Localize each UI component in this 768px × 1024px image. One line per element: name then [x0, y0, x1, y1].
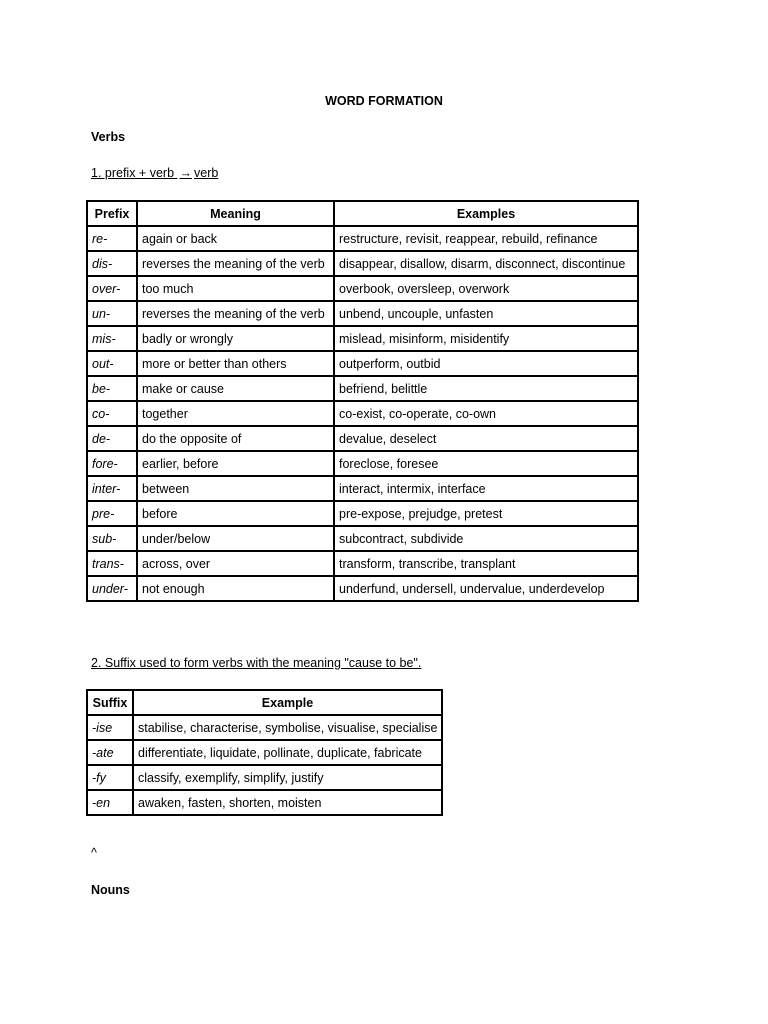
meaning-cell: make or cause: [137, 376, 334, 401]
examples-cell: interact, intermix, interface: [334, 476, 638, 501]
header-suffix: Suffix: [87, 690, 133, 715]
meaning-cell: do the opposite of: [137, 426, 334, 451]
table-row: [87, 276, 638, 301]
table-row: [87, 715, 442, 740]
meaning-cell: badly or wrongly: [137, 326, 334, 351]
affix-cell: out-: [87, 351, 137, 376]
table-row: [87, 251, 638, 276]
examples-cell: foreclose, foresee: [334, 451, 638, 476]
examples-cell: unbend, uncouple, unfasten: [334, 301, 638, 326]
meaning-cell: reverses the meaning of the verb: [137, 251, 334, 276]
suffix-table: [86, 689, 443, 816]
table-row: [87, 326, 638, 351]
examples-cell: co-exist, co-operate, co-own: [334, 401, 638, 426]
subsection-label-left: 1. prefix + verb: [91, 166, 178, 180]
examples-cell: classify, exemplify, simplify, justify: [133, 765, 442, 790]
meaning-cell: not enough: [137, 576, 334, 601]
table-row: [87, 765, 442, 790]
header-prefix: Prefix: [87, 201, 137, 226]
table-row: [87, 376, 638, 401]
table-row: [87, 501, 638, 526]
affix-cell: dis-: [87, 251, 137, 276]
section-heading-nouns: Nouns: [91, 883, 130, 897]
meaning-cell: again or back: [137, 226, 334, 251]
table-row: [87, 576, 638, 601]
prefix-table: [86, 200, 639, 602]
meaning-cell: too much: [137, 276, 334, 301]
document-title: WORD FORMATION: [325, 94, 443, 108]
header-example: Example: [133, 690, 442, 715]
examples-cell: devalue, deselect: [334, 426, 638, 451]
examples-cell: disappear, disallow, disarm, disconnect, discontinue: [334, 251, 638, 276]
affix-cell: -ate: [87, 740, 133, 765]
examples-cell: overbook, oversleep, overwork: [334, 276, 638, 301]
meaning-cell: earlier, before: [137, 451, 334, 476]
meaning-cell: reverses the meaning of the verb: [137, 301, 334, 326]
affix-cell: be-: [87, 376, 137, 401]
affix-cell: un-: [87, 301, 137, 326]
table-row: [87, 740, 442, 765]
table-row: [87, 301, 638, 326]
affix-cell: mis-: [87, 326, 137, 351]
table-row: [87, 401, 638, 426]
examples-cell: transform, transcribe, transplant: [334, 551, 638, 576]
examples-cell: outperform, outbid: [334, 351, 638, 376]
table-row: [87, 476, 638, 501]
examples-cell: underfund, undersell, undervalue, underdevelop: [334, 576, 638, 601]
table-row: [87, 426, 638, 451]
examples-cell: differentiate, liquidate, pollinate, duplicate, fabricate: [133, 740, 442, 765]
examples-cell: mislead, misinform, misidentify: [334, 326, 638, 351]
affix-cell: inter-: [87, 476, 137, 501]
header-examples: Examples: [334, 201, 638, 226]
affix-cell: re-: [87, 226, 137, 251]
affix-cell: co-: [87, 401, 137, 426]
affix-cell: pre-: [87, 501, 137, 526]
affix-cell: sub-: [87, 526, 137, 551]
examples-cell: pre-expose, prejudge, pretest: [334, 501, 638, 526]
table-header-row: [87, 690, 442, 715]
affix-cell: trans-: [87, 551, 137, 576]
affix-cell: -ise: [87, 715, 133, 740]
affix-cell: -en: [87, 790, 133, 815]
affix-cell: over-: [87, 276, 137, 301]
section-heading-verbs: Verbs: [91, 130, 126, 144]
table-row: [87, 551, 638, 576]
examples-cell: subcontract, subdivide: [334, 526, 638, 551]
examples-cell: restructure, revisit, reappear, rebuild, refinance: [334, 226, 638, 251]
table-row: [87, 526, 638, 551]
affix-cell: under-: [87, 576, 137, 601]
subsection-suffix-verbs: 2. Suffix used to form verbs with the meaning "cause to be".: [91, 656, 422, 670]
table-row: [87, 226, 638, 251]
affix-cell: de-: [87, 426, 137, 451]
header-meaning: Meaning: [137, 201, 334, 226]
affix-cell: fore-: [87, 451, 137, 476]
arrow-right-icon: →: [179, 166, 192, 180]
examples-cell: awaken, fasten, shorten, moisten: [133, 790, 442, 815]
subsection-prefix-verb: [91, 166, 218, 180]
examples-cell: befriend, belittle: [334, 376, 638, 401]
meaning-cell: between: [137, 476, 334, 501]
table-row: [87, 351, 638, 376]
meaning-cell: before: [137, 501, 334, 526]
meaning-cell: together: [137, 401, 334, 426]
table-header-row: [87, 201, 638, 226]
subsection-label-right: verb: [194, 166, 219, 180]
meaning-cell: more or better than others: [137, 351, 334, 376]
table-row: [87, 451, 638, 476]
affix-cell: -fy: [87, 765, 133, 790]
caret-mark: ^: [91, 846, 97, 860]
meaning-cell: across, over: [137, 551, 334, 576]
examples-cell: stabilise, characterise, symbolise, visualise, specialise: [133, 715, 442, 740]
table-row: [87, 790, 442, 815]
meaning-cell: under/below: [137, 526, 334, 551]
